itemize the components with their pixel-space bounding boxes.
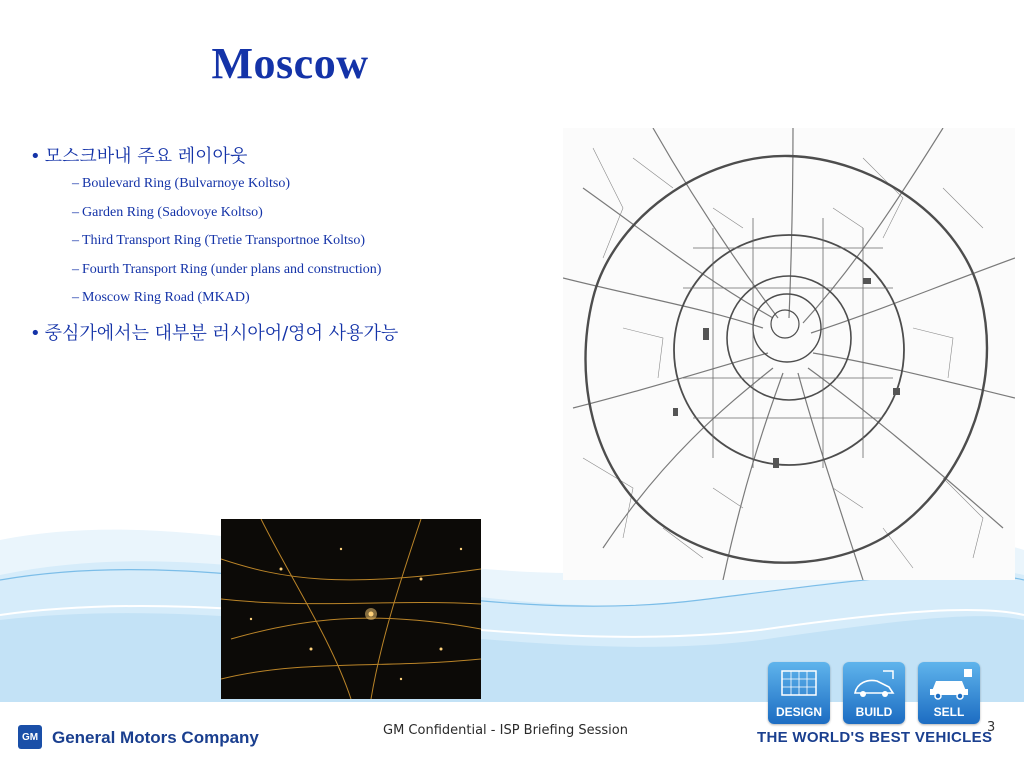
sub-item [72,290,250,306]
bullet-text: 모스크바내 주요 레이아웃 [44,146,248,167]
moscow-map-image [563,128,1015,580]
sub-dash: – [72,233,79,248]
sub-item [72,176,290,192]
bullet-text: 중심가에서는 대부분 러시아어/영어 사용가능 [44,323,399,344]
moscow-night-photo [221,519,481,699]
sub-dash: – [72,290,79,305]
confidential-footer: GM Confidential - ISP Briefing Session [383,723,628,738]
sell-icon [924,667,974,701]
sub-item-text: Third Transport Ring (Tretie Transportnoe Koltso) [82,233,366,248]
design-label: DESIGN [775,705,822,719]
design-tile [768,662,830,724]
sub-dash: – [72,176,79,191]
sub-item-text: Boulevard Ring (Bulvarnoye Koltso) [82,176,291,191]
build-icon [849,667,899,701]
bullet-dot: • [30,323,41,344]
sell-tile [918,662,980,724]
build-label: BUILD [855,705,893,719]
gm-logo: GM [18,725,42,749]
sub-item-text: Garden Ring (Sadovoye Koltso) [82,205,263,220]
build-tile [843,662,905,724]
sub-item [72,205,263,221]
tagline: THE WORLD'S BEST VEHICLES [757,729,993,746]
sell-label: SELL [933,705,965,719]
company-name: General Motors Company [52,728,259,747]
page-number: 3 [987,720,996,735]
design-icon [774,667,824,701]
sub-item [72,262,381,278]
bullet-dot: • [30,146,41,167]
bullet-layout [30,142,247,168]
sub-item-text: Fourth Transport Ring (under plans and construction) [82,262,382,277]
sub-dash: – [72,262,79,277]
sub-dash: – [72,205,79,220]
bullet-language [30,319,398,345]
slide-title: Moscow [211,39,369,88]
sub-item [72,233,365,249]
sub-item-text: Moscow Ring Road (MKAD) [82,290,250,305]
